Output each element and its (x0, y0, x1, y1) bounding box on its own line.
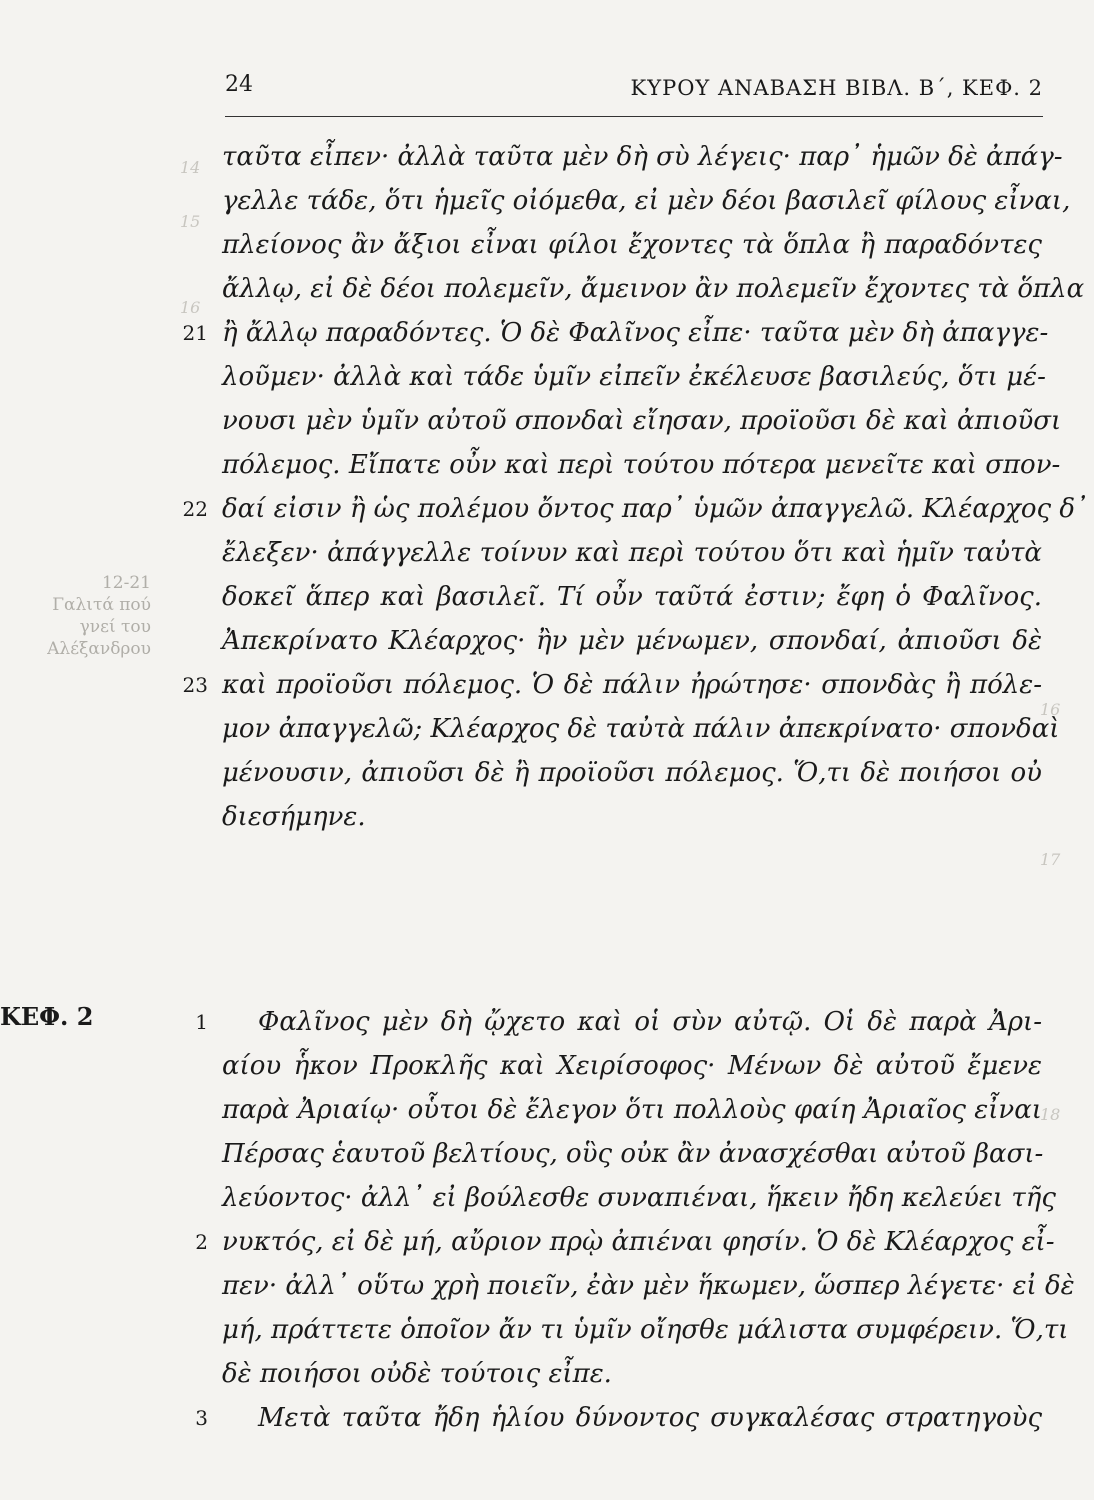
text-line: δαί εἰσιν ἢ ὡς πολέμου ὄντος παρ᾽ ὑμῶν ἀπαγγελῶ. Κλέαρχος δ᾽ (222, 494, 1089, 524)
running-head: ΚΥΡΟΥ ΑΝΑΒΑΣΗ ΒΙΒΛ. Β΄, ΚΕΦ. 2 (630, 76, 1043, 100)
section-number: 1 (195, 1010, 208, 1034)
margin-note-line: Γαλιτά πού (52, 595, 151, 615)
bleed-mark: 14 (180, 158, 201, 177)
text-line: λεύοντος· ἀλλ᾽ εἰ βούλεσθε συναπιέναι, ἥκειν ἤδη κελεύει τῆς (222, 1183, 1056, 1213)
text-line: διεσήμηνε. (222, 802, 366, 832)
bleed-mark: 15 (180, 212, 201, 231)
margin-note-line: Αλέξανδρου (47, 639, 151, 659)
text-line: γελλε τάδε, ὅτι ἡμεῖς οἰόμεθα, εἰ μὲν δέοι βασιλεῖ φίλους εἶναι, (222, 186, 1071, 216)
section-number: 23 (182, 673, 208, 697)
section-number: 22 (182, 497, 208, 521)
text-line: ἢ ἄλλῳ παραδόντες. Ὁ δὲ Φαλῖνος εἶπε· ταῦτα μὲν δὴ ἀπαγγε- (222, 318, 1049, 348)
text-line: ἄλλῳ, εἰ δὲ δέοι πολεμεῖν, ἄμεινον ἂν πολεμεῖν ἔχοντες τὰ ὅπλα (222, 274, 1085, 304)
text-line: πεν· ἀλλ᾽ οὕτω χρὴ ποιεῖν, ἐὰν μὲν ἥκωμεν, ὥσπερ λέγετε· εἰ δὲ (222, 1271, 1075, 1301)
text-line: δοκεῖ ἅπερ καὶ βασιλεῖ. Τί οὖν ταῦτά ἐστιν; ἔφη ὁ Φαλῖνος. (222, 582, 1042, 612)
text-line: καὶ προϊοῦσι πόλεμος. Ὁ δὲ πάλιν ἠρώτησε· σπονδὰς ἢ πόλε- (222, 670, 1042, 700)
text-line: παρὰ Ἀριαίῳ· οὗτοι δὲ ἔλεγον ὅτι πολλοὺς φαίη Ἀριαῖος εἶναι (222, 1095, 1042, 1125)
text-line: πόλεμος. Εἴπατε οὖν καὶ περὶ τούτου πότερα μενεῖτε καὶ σπον- (222, 450, 1061, 480)
bleed-mark: 17 (1040, 850, 1061, 869)
bleed-mark: 18 (1040, 1105, 1061, 1124)
section-number: 2 (195, 1230, 208, 1254)
text-line: Μετὰ ταῦτα ἤδη ἡλίου δύνοντος συγκαλέσας στρατηγοὺς (258, 1403, 1042, 1433)
margin-note-line: γνεί του (79, 617, 151, 637)
text-line: Φαλῖνος μὲν δὴ ᾤχετο καὶ οἱ σὺν αὐτῷ. Οἱ δὲ παρὰ Ἀρι- (258, 1007, 1042, 1037)
bleed-mark: 16 (180, 298, 201, 317)
page-number: 24 (225, 72, 253, 97)
text-line: πλείονος ἂν ἄξιοι εἶναι φίλοι ἔχοντες τὰ ὅπλα ἢ παραδόντες (222, 230, 1042, 260)
text-line: μένουσιν, ἀπιοῦσι δὲ ἢ προϊοῦσι πόλεμος. Ὅ,τι δὲ ποιήσοι οὐ (222, 758, 1042, 788)
text-line: ἔλεξεν· ἀπάγγελλε τοίνυν καὶ περὶ τούτου ὅτι καὶ ἡμῖν ταὐτὰ (222, 538, 1042, 568)
text-line: νυκτός, εἰ δὲ μή, αὔριον πρῲ ἀπιέναι φησίν. Ὁ δὲ Κλέαρχος εἶ- (222, 1227, 1055, 1257)
text-line: λοῦμεν· ἀλλὰ καὶ τάδε ὑμῖν εἰπεῖν ἐκέλευσε βασιλεύς, ὅτι μέ- (222, 362, 1046, 392)
section-number: 3 (195, 1406, 208, 1430)
text-line: ταῦτα εἶπεν· ἀλλὰ ταῦτα μὲν δὴ σὺ λέγεις· παρ᾽ ἡμῶν δὲ ἀπάγ- (222, 142, 1063, 172)
text-line: Πέρσας ἑαυτοῦ βελτίους, οὓς οὐκ ἂν ἀνασχέσθαι αὐτοῦ βασι- (222, 1139, 1044, 1169)
text-line: αίου ἧκον Προκλῆς καὶ Χειρίσοφος· Μένων δὲ αὐτοῦ ἔμενε (222, 1051, 1042, 1081)
margin-note-numbers: 12-21 (101, 573, 151, 593)
text-line: νουσι μὲν ὑμῖν αὐτοῦ σπονδαὶ εἴησαν, προϊοῦσι δὲ καὶ ἀπιοῦσι (222, 406, 1062, 436)
text-line: Ἀπεκρίνατο Κλέαρχος· ἢν μὲν μένωμεν, σπονδαί, ἀπιοῦσι δὲ (222, 626, 1042, 656)
chapter-label: ΚΕΦ. 2 (0, 1002, 94, 1031)
text-line: μον ἀπαγγελῶ; Κλέαρχος δὲ ταὐτὰ πάλιν ἀπεκρίνατο· σπονδαὶ (222, 714, 1060, 744)
margin-note (6, 572, 151, 660)
bleed-mark: 16 (1040, 700, 1061, 719)
text-line: μή, πράττετε ὁποῖον ἄν τι ὑμῖν οἴησθε μάλιστα συμφέρειν. Ὅ,τι (222, 1315, 1069, 1345)
page-header (225, 72, 1043, 117)
section-number: 21 (182, 321, 208, 345)
text-line: δὲ ποιήσοι οὐδὲ τούτοις εἶπε. (222, 1359, 612, 1389)
